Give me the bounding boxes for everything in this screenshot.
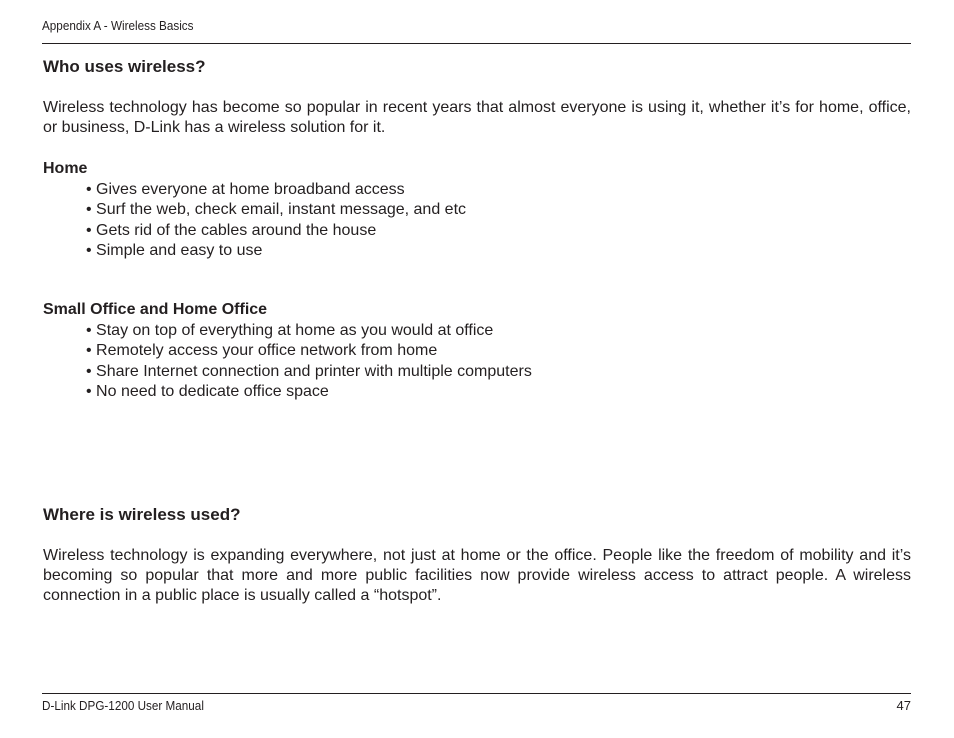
- list-item: • Gets rid of the cables around the house: [86, 221, 466, 241]
- soho-subheading: Small Office and Home Office: [43, 301, 268, 318]
- list-item: • No need to dedicate office space: [86, 382, 532, 402]
- section-heading-who-uses-wireless: Who uses wireless?: [43, 57, 206, 76]
- intro-paragraph: Wireless technology has become so popular in recent years that almost everyone is using it, whether it’s for home, office, or business, D-Link has a wireless solution for it.: [43, 99, 911, 136]
- list-item: • Surf the web, check email, instant message, and etc: [86, 200, 466, 220]
- section-heading-where-wireless-used: Where is wireless used?: [43, 505, 241, 524]
- home-subheading: Home: [43, 160, 88, 177]
- header-divider: [42, 43, 911, 44]
- list-item: • Stay on top of everything at home as you would at office: [86, 321, 532, 341]
- page-number: 47: [896, 698, 911, 713]
- running-header: Appendix A - Wireless Basics: [42, 18, 194, 33]
- list-item: • Remotely access your office network from home: [86, 341, 532, 361]
- footer-divider: [42, 693, 911, 694]
- home-bullet-list: [86, 180, 466, 261]
- where-used-paragraph: Wireless technology is expanding everywhere, not just at home or the office. People like the freedom of mobility and it’s becoming so popular that more and more public facilities now provide wireless access to attract people. A wireless connection in a public place is usually called a “hotspot”.: [43, 547, 911, 604]
- list-item: • Simple and easy to use: [86, 241, 466, 261]
- list-item: • Share Internet connection and printer with multiple computers: [86, 362, 532, 382]
- footer-manual-name: D-Link DPG-1200 User Manual: [42, 698, 204, 713]
- soho-bullet-list: [86, 321, 532, 402]
- list-item: • Gives everyone at home broadband access: [86, 180, 466, 200]
